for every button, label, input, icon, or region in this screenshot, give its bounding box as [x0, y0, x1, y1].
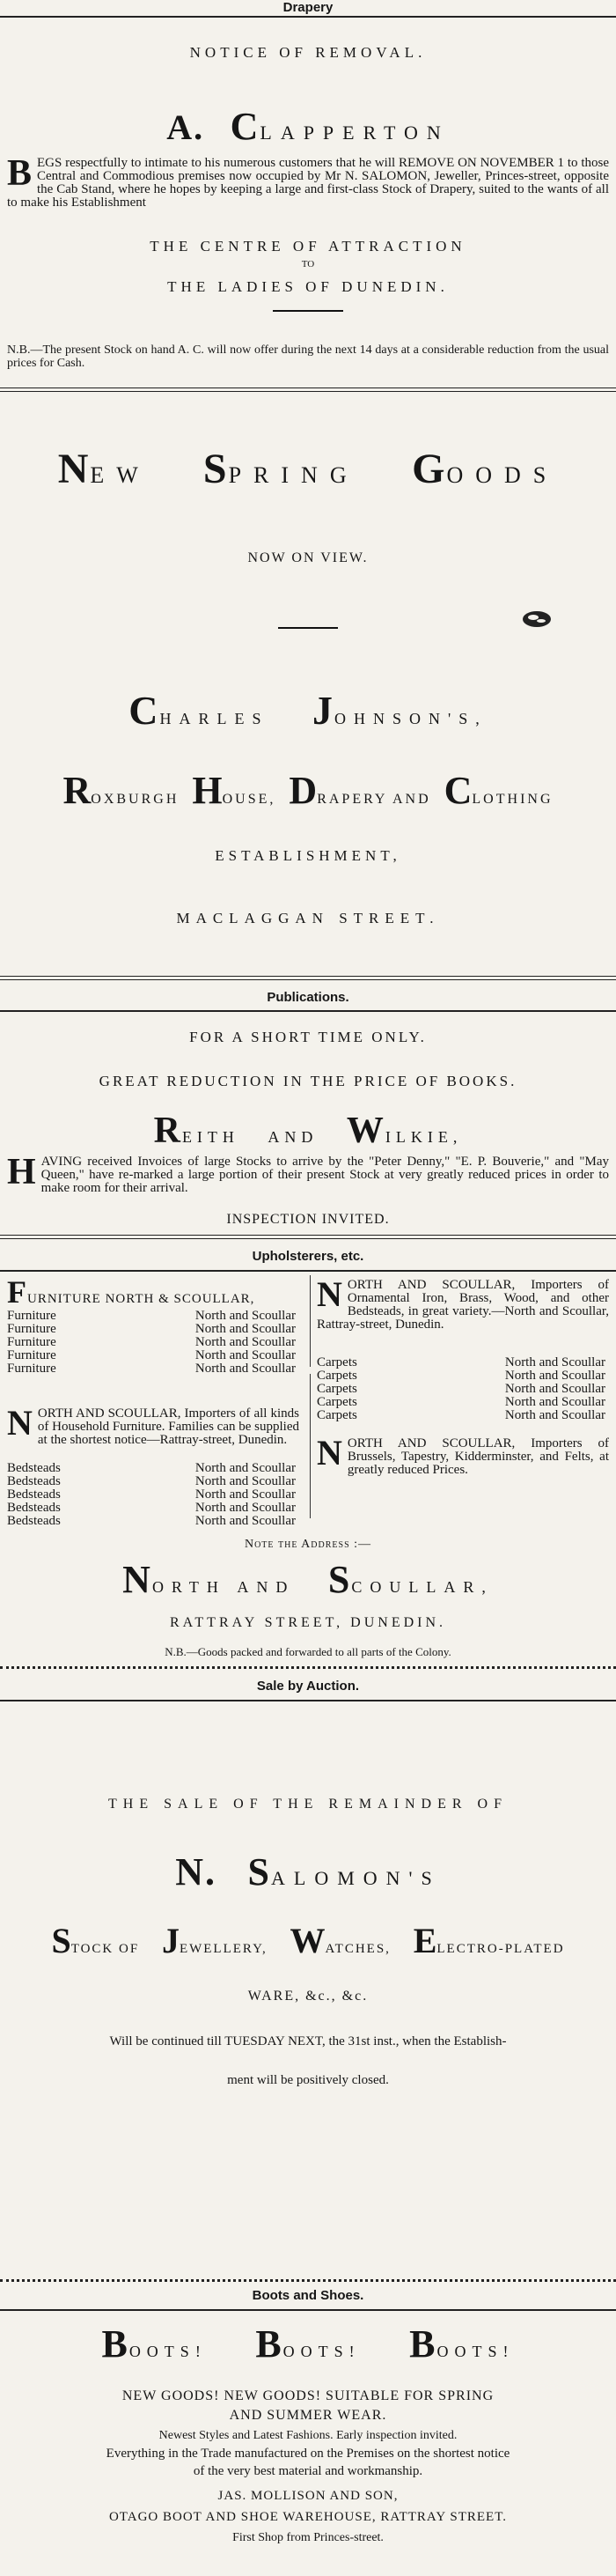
divider [0, 1270, 616, 1272]
maclaggan-street: MACLAGGAN STREET. [176, 910, 440, 926]
furniture-seller: North and Scoullar [194, 1335, 296, 1349]
cap-c: C [128, 688, 160, 733]
continued-line1: Will be continued till TUESDAY NEXT, the 31st inst., when the Establish- [109, 2034, 507, 2048]
bedstead-item: Bedsteads [7, 1501, 61, 1515]
cap-n: N [7, 1403, 33, 1443]
furniture-seller: North and Scoullar [194, 1348, 296, 1362]
bedstead-item: Bedsteads [7, 1461, 61, 1475]
ornament-icon [519, 608, 554, 631]
notice-of-removal: NOTICE OF REMOVAL. [189, 44, 427, 61]
furniture-item: Furniture [7, 1362, 56, 1376]
carpet-row [317, 1356, 609, 1369]
furniture-row [7, 1362, 299, 1376]
bedstead-row [7, 1462, 299, 1475]
carpet-item: Carpets [317, 1408, 357, 1422]
carpet-seller: North and Scoullar [504, 1355, 605, 1369]
section-heading-publications: Publications. [267, 990, 349, 1005]
cap-n: N [317, 1433, 342, 1473]
cap-b: B [101, 2322, 129, 2366]
newest-styles-line: Newest Styles and Latest Fashions. Early inspection invited. [158, 2429, 458, 2442]
brussels-text: ORTH AND SCOULLAR, Importers of Brussels, Tapestry, Kidderminster, and Felts, at greatly reduced Prices. [347, 1436, 609, 1477]
furniture-row [7, 1323, 299, 1336]
sale-of-remainder: THE SALE OF THE REMAINDER OF [108, 1797, 508, 1812]
ware-etc: WARE, &c., &c. [247, 1989, 369, 2004]
new-spring-goods-heading [0, 445, 616, 493]
publications-body-text: AVING received Invoices of large Stocks to arrive by the "Peter Denny," "E. P. Bouverie," and "May Queen," have re-marked a large portion of their present Stock at very greatly reduced prices in order to make room for their arrival. [40, 1155, 609, 1195]
dotted-divider [0, 2279, 616, 2282]
clapperton-rest: LAPPERTON [260, 122, 450, 144]
clapperton-heading [0, 104, 616, 149]
furniture-list [7, 1310, 299, 1376]
first-shop-line: First Shop from Princes-street. [232, 2531, 384, 2544]
furniture-seller: North and Scoullar [194, 1322, 296, 1336]
material-line: of the very best material and workmanship. [193, 2464, 423, 2478]
section-heading-boots: Boots and Shoes. [252, 2288, 364, 2303]
word-jewellery: EWELLERY, [179, 1942, 268, 1956]
to-line: TO [301, 259, 315, 269]
word-boots: OOTS! [128, 2343, 207, 2360]
bedstead-item: Bedsteads [7, 1487, 61, 1502]
divider [0, 16, 616, 18]
word-goods: OODS [446, 462, 559, 488]
roxburgh-house-heading [0, 768, 616, 813]
furniture-item: Furniture [7, 1309, 56, 1323]
divider [0, 1700, 616, 1701]
bedstead-seller: North and Scoullar [194, 1461, 296, 1475]
cap-b: B [255, 2322, 283, 2366]
clapperton-cap: C [230, 105, 260, 148]
divider [0, 979, 616, 980]
furniture-heading-text: URNITURE NORTH & SCOULLAR, [27, 1292, 255, 1306]
drop-cap-h: H [7, 1152, 36, 1192]
cap-s: S [247, 1850, 271, 1893]
carpet-seller: North and Scoullar [504, 1408, 605, 1422]
word-charles: HARLES [159, 710, 269, 727]
great-reduction: GREAT REDUCTION IN THE PRICE OF BOOKS. [99, 1073, 517, 1089]
cap-w: W [346, 1111, 385, 1151]
publications-body [7, 1152, 609, 1195]
boots-heading [0, 2321, 616, 2366]
divider [0, 1238, 616, 1239]
word-drapery-and: RAPERY AND [317, 792, 431, 807]
section-heading-upholsterers: Upholsterers, etc. [252, 1249, 364, 1264]
goods-packed-note: N.B.—Goods packed and forwarded to all parts of the Colony. [165, 1645, 451, 1658]
cap-n: N [317, 1274, 342, 1314]
word-scoullar: COULLAR, [351, 1578, 494, 1596]
word-watches: ATCHES, [325, 1942, 391, 1956]
divider [0, 1235, 616, 1236]
bedstead-item: Bedsteads [7, 1474, 61, 1488]
note-the-address: Note the Address :— [244, 1538, 372, 1551]
cap-d: D [289, 769, 318, 812]
reith-wilkie-heading [0, 1110, 616, 1152]
carpets-block [317, 1356, 609, 1422]
short-rule [273, 310, 343, 312]
carpet-row [317, 1383, 609, 1396]
importers-block [7, 1403, 299, 1447]
section-heading-drapery: Drapery [282, 0, 334, 15]
cap-j: J [312, 688, 334, 733]
furniture-block [7, 1274, 299, 1376]
iron-block [317, 1274, 609, 1332]
furniture-item: Furniture [7, 1348, 56, 1362]
furniture-row [7, 1336, 299, 1349]
bedsteads-list [7, 1462, 299, 1528]
word-spring: PRING [228, 462, 359, 488]
carpet-seller: North and Scoullar [504, 1369, 605, 1383]
furniture-item: Furniture [7, 1322, 56, 1336]
divider [0, 391, 616, 392]
drapery-body [7, 153, 609, 210]
bedstead-row [7, 1515, 299, 1528]
carpet-item: Carpets [317, 1369, 357, 1383]
column-divider [310, 1275, 311, 1367]
charles-johnsons-heading [0, 687, 616, 734]
bedstead-seller: North and Scoullar [194, 1474, 296, 1488]
divider [0, 2309, 616, 2311]
word-boots: OOTS! [282, 2343, 361, 2360]
warehouse-line: OTAGO BOOT AND SHOE WAREHOUSE, RATTRAY STREET. [108, 2510, 508, 2524]
carpet-item: Carpets [317, 1395, 357, 1409]
word-johnsons: OHNSON'S, [334, 710, 488, 727]
carpet-seller: North and Scoullar [504, 1395, 605, 1409]
cap-r: R [62, 769, 92, 812]
bedstead-seller: North and Scoullar [194, 1514, 296, 1528]
inspection-invited: INSPECTION INVITED. [226, 1212, 390, 1227]
furniture-row [7, 1349, 299, 1362]
word-electro-plated: LECTRO-PLATED [436, 1942, 565, 1956]
word-salomons: ALOMON'S [271, 1867, 441, 1889]
word-north-and: ORTH AND [151, 1578, 296, 1596]
establishment: ESTABLISHMENT, [215, 847, 401, 864]
initial-a: A. [166, 107, 205, 147]
carpet-row [317, 1409, 609, 1422]
cap-s: S [327, 1558, 352, 1601]
bedstead-item: Bedsteads [7, 1514, 61, 1528]
word-wilkie: ILKIE, [385, 1128, 463, 1146]
column-divider [310, 1374, 311, 1518]
cap-s: S [51, 1921, 71, 1960]
carpet-row [317, 1369, 609, 1383]
carpet-item: Carpets [317, 1382, 357, 1396]
bedstead-row [7, 1488, 299, 1502]
cap-b: B [409, 2322, 437, 2366]
rattray-street: RATTRAY STREET, DUNEDIN. [169, 1615, 447, 1630]
carpet-seller: North and Scoullar [504, 1382, 605, 1396]
new-goods-line: NEW GOODS! NEW GOODS! SUITABLE FOR SPRING [121, 2388, 495, 2403]
bedsteads-block [7, 1462, 299, 1528]
cap-w: W [290, 1921, 326, 1960]
cap-h: H [192, 769, 223, 812]
north-scoullar-heading [0, 1557, 616, 1602]
cap-s: S [202, 446, 229, 492]
stock-of-jewellery-heading [0, 1920, 616, 1961]
continued-line2: ment will be positively closed. [227, 2073, 389, 2087]
section-heading-auction: Sale by Auction. [256, 1679, 360, 1694]
cap-c2: C [444, 769, 473, 812]
drapery-nb: N.B.—The present Stock on hand A. C. will now offer during the next 14 days at a considerable reduction from the usual prices for Cash. [7, 343, 609, 370]
short-time-only: FOR A SHORT TIME ONLY. [189, 1029, 427, 1045]
centre-of-attraction: THE CENTRE OF ATTRACTION [150, 238, 466, 255]
word-reith: EITH [181, 1128, 239, 1146]
now-on-view: NOW ON VIEW. [247, 550, 369, 565]
carpet-item: Carpets [317, 1355, 357, 1369]
bedstead-seller: North and Scoullar [194, 1487, 296, 1502]
initial-n: N. [175, 1850, 217, 1893]
cap-n: N [122, 1558, 152, 1601]
word-house: OUSE, [222, 792, 276, 807]
carpet-row [317, 1396, 609, 1409]
cap-g: G [412, 446, 447, 492]
cap-j: J [161, 1921, 180, 1960]
cap-f: F [7, 1274, 27, 1310]
ladies-of-dunedin: THE LADIES OF DUNEDIN. [167, 278, 449, 295]
furniture-heading [7, 1274, 299, 1310]
bedstead-seller: North and Scoullar [194, 1501, 296, 1515]
drop-cap-b: B [7, 153, 33, 194]
bedstead-row [7, 1502, 299, 1515]
furniture-row [7, 1310, 299, 1323]
salomons-heading [0, 1849, 616, 1894]
furniture-item: Furniture [7, 1335, 56, 1349]
divider [0, 1010, 616, 1012]
word-and: AND [268, 1128, 319, 1146]
mollison-line: JAS. MOLLISON AND SON, [217, 2489, 399, 2503]
cap-r: R [153, 1111, 182, 1151]
word-roxburgh: OXBURGH [91, 792, 180, 807]
cap-n: N [57, 446, 91, 492]
drapery-body-text: EGS respectfully to intimate to his numerous customers that he will REMOVE ON NOVEMBER 1 to those Central and Commodious premises now occupied by Mr N. SALOMON, Jeweller, Princes-street, opposite the Cab Stand, where he hopes by keeping a large and first-class Stock of Drapery, suited to the wants of all to make his Establishment [7, 156, 609, 210]
word-stock-of: TOCK OF [70, 1942, 140, 1956]
word-clothing: LOTHING [472, 792, 554, 807]
importers-text: ORTH AND SCOULLAR, Importers of all kinds of Household Furniture. Families can be supplied at the shortest notice—Rattray-street, Dunedin. [37, 1406, 299, 1447]
short-rule [278, 627, 338, 629]
iron-text: ORTH AND SCOULLAR, Importers of Ornamental Iron, Brass, Wood, and other Bedsteads, in great variety.—North and Scoullar, Rattray-street, Dunedin. [317, 1278, 609, 1332]
summer-wear-line: AND SUMMER WEAR. [229, 2408, 387, 2423]
divider [0, 976, 616, 977]
furniture-seller: North and Scoullar [194, 1309, 296, 1323]
carpets-list [317, 1356, 609, 1422]
word-new: EW [90, 462, 150, 488]
word-boots: OOTS! [436, 2343, 515, 2360]
dotted-divider [0, 1666, 616, 1669]
cap-e: E [413, 1921, 437, 1960]
furniture-seller: North and Scoullar [194, 1362, 296, 1376]
brussels-block [317, 1433, 609, 1477]
manufactured-line: Everything in the Trade manufactured on the Premises on the shortest notice [106, 2447, 510, 2461]
bedstead-row [7, 1475, 299, 1488]
